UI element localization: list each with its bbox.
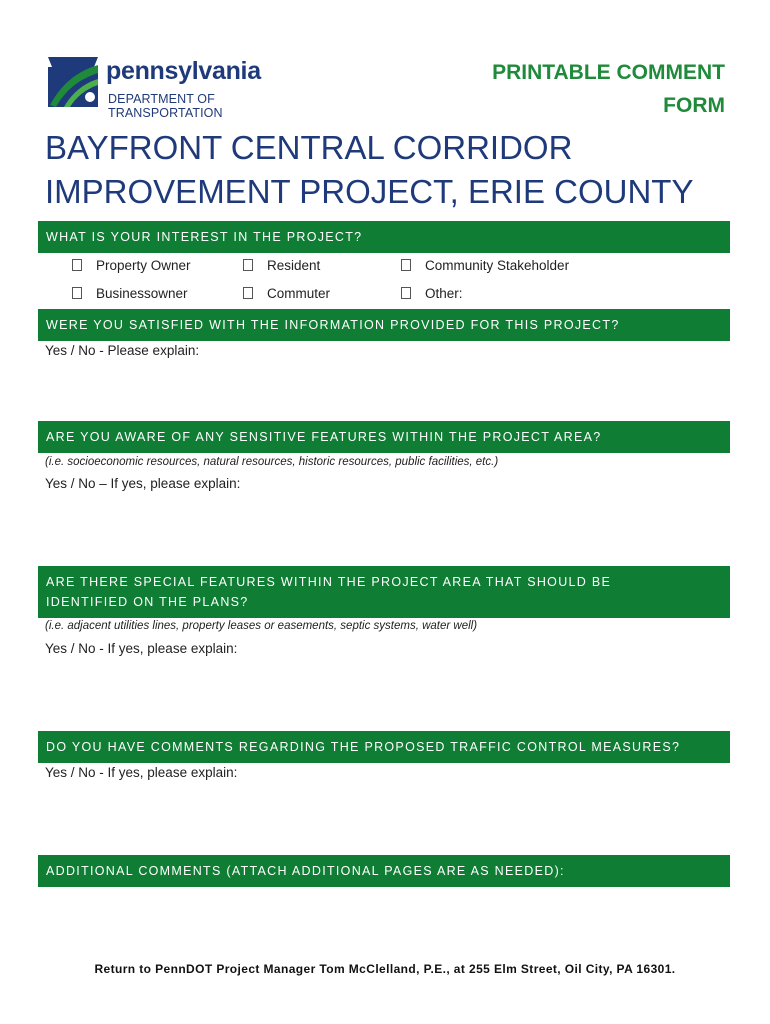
penndot-logo: [44, 53, 319, 120]
option-label: Businessowner: [96, 286, 188, 301]
form-label-line2: FORM: [663, 94, 725, 117]
logo-department: DEPARTMENT OF TRANSPORTATION: [108, 92, 223, 120]
option-businessowner[interactable]: [72, 286, 188, 301]
logo-wordmark: pennsylvania: [106, 57, 261, 85]
option-commuter[interactable]: [243, 286, 330, 301]
section-heading-line2: IDENTIFIED ON THE PLANS?: [46, 595, 249, 609]
checkbox-icon[interactable]: [72, 259, 82, 271]
section-heading-satisfied: WERE YOU SATISFIED WITH THE INFORMATION PROVIDED FOR THIS PROJECT?: [38, 309, 730, 341]
option-label: Commuter: [267, 286, 331, 301]
section-heading-sensitive: ARE YOU AWARE OF ANY SENSITIVE FEATURES WITHIN THE PROJECT AREA?: [38, 421, 730, 453]
section-prompt-sensitive: Yes / No – If yes, please explain:: [45, 476, 241, 491]
section-prompt-special: Yes / No - If yes, please explain:: [45, 641, 238, 656]
section-prompt-satisfied: Yes / No - Please explain:: [45, 343, 200, 358]
title-line1: BAYFRONT CENTRAL CORRIDOR: [45, 129, 573, 166]
option-label: Community Stakeholder: [425, 258, 570, 273]
option-label: Resident: [267, 258, 321, 273]
title-line2: IMPROVEMENT PROJECT, ERIE COUNTY: [45, 173, 694, 210]
page-title: [45, 126, 735, 214]
form-label-line1: PRINTABLE COMMENT: [492, 61, 725, 84]
option-other[interactable]: [401, 286, 463, 301]
option-property-owner[interactable]: [72, 258, 191, 273]
form-label: [492, 56, 725, 122]
checkbox-icon[interactable]: [243, 259, 253, 271]
checkbox-icon[interactable]: [72, 287, 82, 299]
section-prompt-traffic: Yes / No - If yes, please explain:: [45, 765, 238, 780]
section-note-special: (i.e. adjacent utilities lines, property leases or easements, septic systems, water well): [45, 620, 478, 632]
checkbox-icon[interactable]: [401, 287, 411, 299]
checkbox-icon[interactable]: [401, 259, 411, 271]
keystone-logo-icon: [44, 53, 102, 111]
section-heading-additional: ADDITIONAL COMMENTS (ATTACH ADDITIONAL PAGES ARE AS NEEDED):: [38, 855, 730, 887]
footer-return-address: Return to PennDOT Project Manager Tom McClelland, P.E., at 255 Elm Street, Oil City, PA 16301.: [94, 962, 676, 976]
option-label: Other:: [425, 286, 463, 301]
option-resident[interactable]: [243, 258, 320, 273]
section-heading-traffic: DO YOU HAVE COMMENTS REGARDING THE PROPOSED TRAFFIC CONTROL MEASURES?: [38, 731, 730, 763]
section-heading-interest: WHAT IS YOUR INTEREST IN THE PROJECT?: [38, 221, 730, 253]
option-label: Property Owner: [96, 258, 191, 273]
section-note-sensitive: (i.e. socioeconomic resources, natural resources, historic resources, public facilities, etc.): [45, 456, 499, 468]
checkbox-icon[interactable]: [243, 287, 253, 299]
section-heading-special: [38, 566, 730, 618]
section-heading-line1: ARE THERE SPECIAL FEATURES WITHIN THE PROJECT AREA THAT SHOULD BE: [46, 575, 612, 589]
option-community-stakeholder[interactable]: [401, 258, 569, 273]
